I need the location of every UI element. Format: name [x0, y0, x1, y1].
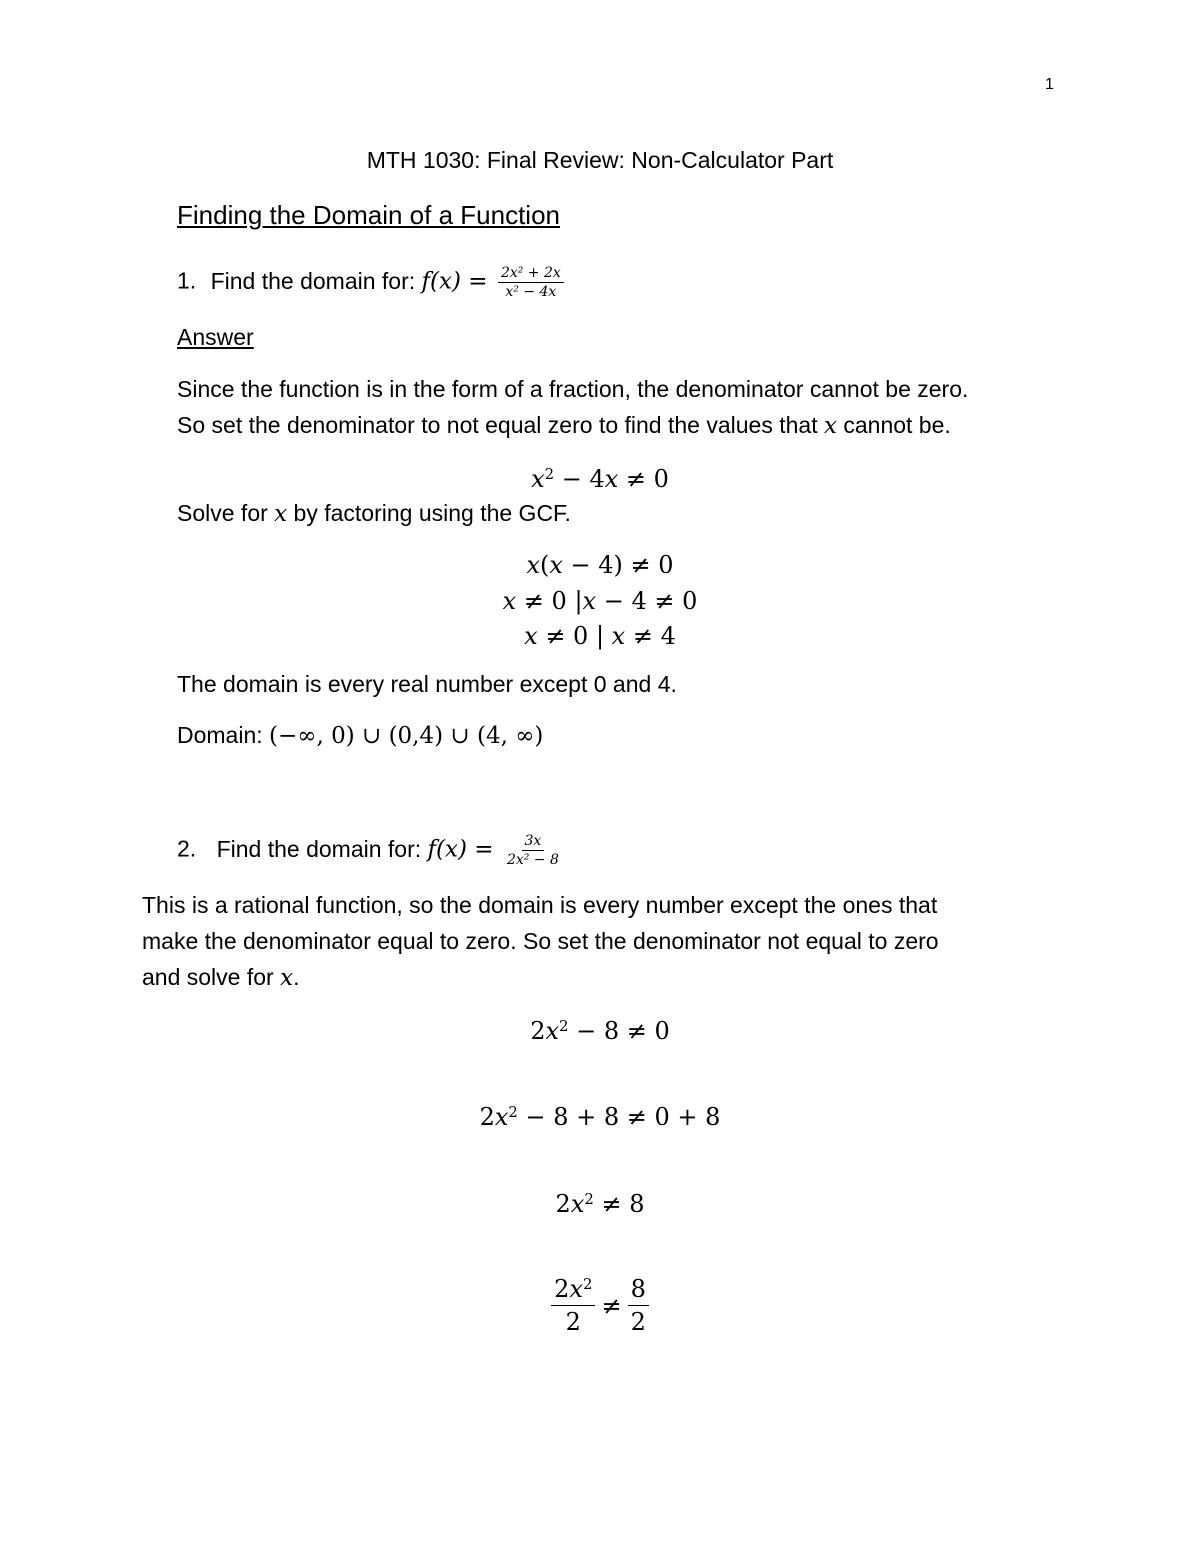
problem-1-prompt: Find the domain for:	[210, 267, 416, 294]
p1-equation-1: $x^2 - 4x \ne 0$	[531, 464, 669, 493]
explanation-line-2-post: cannot be.	[843, 412, 951, 438]
p2-line-3-var: x	[280, 965, 294, 991]
problem-1-statement	[177, 266, 568, 299]
problem-2-prompt: Find the domain for:	[216, 835, 422, 862]
problem-1-numerator: 2x² + 2x	[498, 266, 564, 283]
p2-paragraph-line-2: make the denominator equal to zero. So set the denominator not equal to zero	[142, 928, 939, 954]
p1-equation-4: x ≠ 0 | x ≠ 4	[524, 622, 676, 650]
domain-answer	[177, 724, 543, 748]
p2-paragraph-line-3	[142, 966, 299, 990]
explanation-line-2-var: x	[823, 413, 837, 439]
explanation-line-2-pre: So set the denominator to not equal zero to find the values that	[177, 412, 818, 438]
page-title: MTH 1030: Final Review: Non-Calculator Part	[366, 147, 834, 173]
p1-equation-2: x(x − 4) ≠ 0	[526, 551, 674, 579]
p2-paragraph-line-1: This is a rational function, so the domain is every number except the ones that	[142, 892, 938, 918]
domain-interval: (−∞, 0) ∪ (0,4) ∪ (4, ∞)	[269, 723, 544, 749]
p2-line-3-post: .	[293, 964, 300, 990]
answer-heading: Answer	[177, 324, 254, 350]
solve-pre: Solve for	[177, 500, 268, 526]
p2-eq4-left-fraction: $\frac{2x^2}{2}$	[551, 1275, 595, 1336]
p2-eq4-right-denominator: 2	[630, 1308, 646, 1336]
problem-1-number: 1.	[177, 267, 197, 294]
p2-equation-3: $2x^2 \ne 8$	[555, 1189, 645, 1218]
p2-equation-1: $2x^2 - 8 \ne 0$	[530, 1016, 670, 1045]
domain-statement: The domain is every real number except 0 and 4.	[177, 671, 677, 697]
p2-line-3-pre: and solve for	[142, 964, 274, 990]
p1-equation-3: x ≠ 0 |x − 4 ≠ 0	[502, 587, 698, 615]
problem-1-fraction	[498, 266, 564, 299]
page-number: 1	[1045, 76, 1054, 93]
explanation-line-2	[177, 414, 951, 438]
solve-post: by factoring using the GCF.	[293, 500, 571, 526]
p2-equation-4	[0, 1275, 1200, 1336]
domain-label: Domain:	[177, 722, 263, 748]
p2-eq4-right-fraction	[628, 1275, 649, 1336]
problem-2-numerator: 3x	[522, 834, 545, 851]
explanation-line-1: Since the function is in the form of a fraction, the denominator cannot be zero.	[177, 376, 969, 402]
p2-equation-2: $2x^2 - 8 + 8 \ne 0 + 8$	[479, 1102, 721, 1131]
problem-2-number: 2.	[177, 835, 197, 862]
p2-eq4-relation: ≠	[601, 1291, 622, 1320]
problem-2-statement	[177, 834, 566, 867]
problem-2-function-lhs: f(x) =	[427, 836, 494, 863]
solve-instruction	[177, 502, 571, 526]
p2-eq4-right-numerator: 8	[628, 1275, 649, 1306]
p2-eq4-left-denominator: 2	[565, 1308, 581, 1336]
problem-2-fraction	[504, 834, 562, 867]
problem-2-denominator: 2x² − 8	[506, 852, 559, 868]
solve-var: x	[274, 501, 288, 527]
problem-1-function-lhs: f(x) =	[421, 268, 488, 295]
problem-1-denominator: x² − 4x	[505, 284, 557, 300]
section-heading: Finding the Domain of a Function	[177, 200, 560, 230]
